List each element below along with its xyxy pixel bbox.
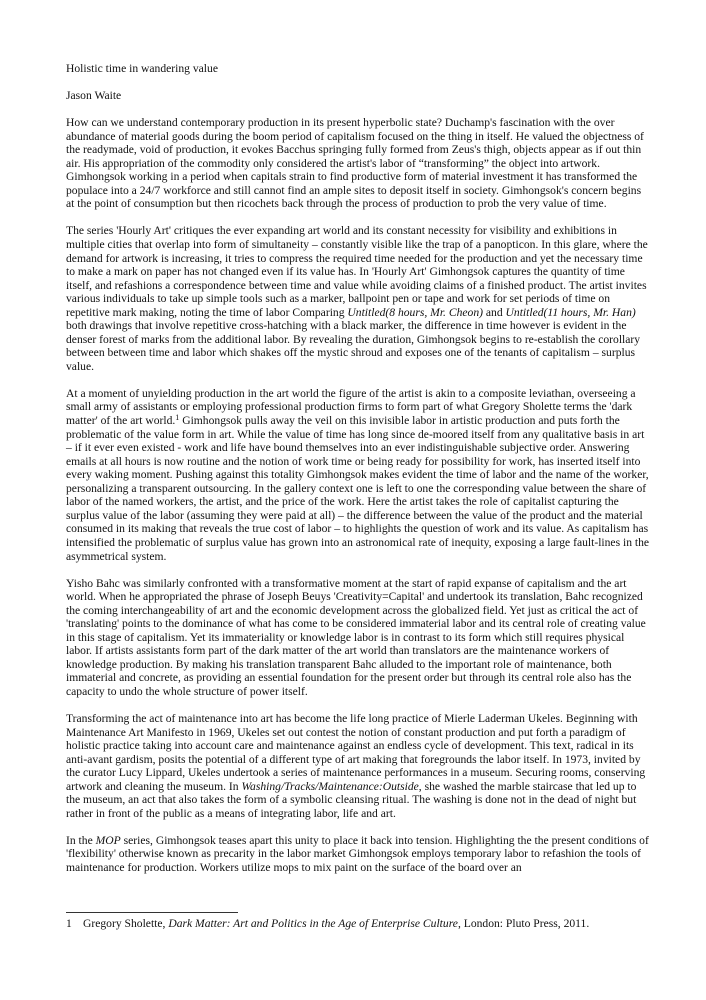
footnote-book-title: Dark Matter: Art and Politics in the Age of Enterprise Culture	[168, 917, 458, 930]
paragraph-4: Yisho Bahc was similarly confronted with a transformative moment at the start of rapid expanse of capitalism and the art world. When he appropriated the phrase of Joseph Beuys 'Creativity=Capital' and undertook its translation, Bahc recognized the coming interchangeability of art and the economic development across the globalized field. Yet just as critical the act of 'translating' points to the dominance of what has come to be considered immaterial labor and its central role of creating value in this stage of capitalism. Yet its immateriality or knowledge labor is in contrast to its form which still requires physical labor. If artists assistants form part of the dark matter of the art world than translators are the maintenance workers of knowledge production. By making his translation transparent Bahc alluded to the important role of maintenance, both immaterial and concrete, as providing an essential foundation for the present order but through its central role also has the capacity to undo the whole structure of power itself.	[66, 576, 646, 698]
paragraph-2	[66, 224, 652, 373]
document-title: Holistic time in wandering value	[66, 62, 218, 75]
paragraph-2-text-a: The series 'Hourly Art' critiques the ever expanding art world and its constant necessity for visibility and exhibitions in multiple cities that overlap into form of simultaneity – constantly visible like the trap of a panopticon. In this glare, where the demand for artwork is increasing, it tries to compress the required time needed for the production and yet the necessary time to make a mark on paper has not changed even if its value has. In 'Hourly Art' Gimhongsok captures the quantity of time itself, and refashions a correspondence between time and value while avoiding claims of a finished product. The artist invites various individuals to take up simple tools such as a marker, ballpoint pen or tape and work for set periods of time on repetitive mark making, noting the time of labor Comparing	[66, 224, 648, 319]
artwork-title-mop: MOP	[95, 833, 121, 847]
footnote	[66, 917, 652, 931]
footnote-reference[interactable]: 1	[175, 413, 180, 423]
artwork-title-mr-han: Untitled(11 hours, Mr. Han)	[505, 305, 636, 319]
paragraph-2-text-b: and	[482, 305, 506, 319]
paragraph-3-text-a: At a moment of unyielding production in the art world the figure of the artist is akin to a composite leviathan, overseeing a small army of assistants or employing professional production firms to form part of what Gregory Sholette terms the 'dark matter' of the art world.	[66, 386, 636, 428]
paragraph-1: How can we understand contemporary production in its present hyperbolic state? Duchamp's fascination with the over abundance of material goods during the boom period of capitalism focused on the thing in itself. He valued the objectness of the readymade, void of production, it evokes Bacchus springing fully formed from Zeus's thigh, objects appear as if out thin air. His appropriation of the commodity only considered the artist's labor of “transforming” the object into artwork. Gimhongsok working in a period when capitals strain to find productive form of material investment it has transformed the populace into a 24/7 workforce and still cannot find an ample sites to deposit itself in society. Gimhongsok's concern begins at the point of consumption but then ricochets back through the process of production to prob the very value of time.	[66, 116, 644, 211]
paragraph-3	[66, 387, 652, 563]
paragraph-6-text-b: series, Gimhongsok teases apart this unity to place it back into tension. Highlighting the the present conditions of 'flexibility' otherwise known as precarity in the labor market Gimhongsok employs temporary labor to refashion the tools of maintenance for production. Workers utilize mops to mix paint on the surface of the board over an	[66, 833, 649, 874]
footnote-separator	[66, 912, 238, 913]
paragraph-2-text-c: both drawings that involve repetitive cross-hatching with a black marker, the difference in time however is evident in the denser forest of marks from the additional labor. By revealing the duration, Gimhongsok begins to re-establish the corollary between between time and labor which shakes off the mystic shroud and exposes one of the tenants of capitalism – surplus value.	[66, 319, 641, 373]
footnote-author: Gregory Sholette,	[83, 917, 169, 930]
artwork-title-mr-cheon: Untitled(8 hours, Mr. Cheon)	[347, 305, 483, 319]
document-body	[66, 62, 652, 888]
paragraph-5-text-b: , she washed the marble staircase that led up to the museum, an act that also takes the form of a symbolic cleansing ritual. The washing is done not in the dead of night but rather in front of the public as a means of integrating labor, life and art.	[66, 779, 637, 820]
document-author: Jason Waite	[66, 89, 122, 103]
paragraph-6	[66, 834, 652, 875]
paragraph-6-text-a: In the	[66, 833, 96, 847]
footnote-publication: , London: Pluto Press, 2011.	[457, 917, 590, 930]
paragraph-5	[66, 712, 652, 820]
paragraph-3-text-b: Gimhongsok pulls away the veil on this invisible labor in artistic production and puts forth the problematic of the value form in art. While the value of time has long since de-moored itself from any qualitative basis in art – if it ever even existed - work and life have bound themselves into an ever indistinguishable subjective order. Answering emails at all hours is now routine and the notion of work time or being ready for possibility for work, has inserted itself into every waking moment. Pushing against this totality Gimhongsok makes evident the time of labor and the name of the worker, personalizing a transparent outsourcing. In the gallery context one is left to one the corresponding value between the share of labor of the named workers, the artist, and the price of the work. Here the artist takes the role of capitalist capturing the surplus value of the labor (assuming they were paid at all) – the difference between the value of the product and the material consumed in its making that reveals the true cost of labor – to highlights the question of work and its value. As capitalism has intensified the problematic of surplus value has grown into an astronomical rate of inequity, exposing a large fault-lines in the asymmetrical system.	[66, 414, 650, 563]
artwork-title-washing: Washing/Tracks/Maintenance:Outside	[241, 779, 419, 793]
footnote-number: 1	[66, 917, 72, 930]
paragraph-5-text-a: Transforming the act of maintenance into art has become the life long practice of Mierle Laderman Ukeles. Beginning with Maintenance Art Manifesto in 1969, Ukeles set out contest the notion of constant production and put forth a paradigm of holistic practice taking into account care and maintenance against an endless cycle of development. This text, radical in its anti-avant gardism, posits the potential of a different type of art making that foregrounds the labor itself. In 1973, invited by the curator Lucy Lippard, Ukeles undertook a series of maintenance performances in a museum. Securing rooms, conserving artwork and cleaning the museum. In	[66, 711, 646, 793]
